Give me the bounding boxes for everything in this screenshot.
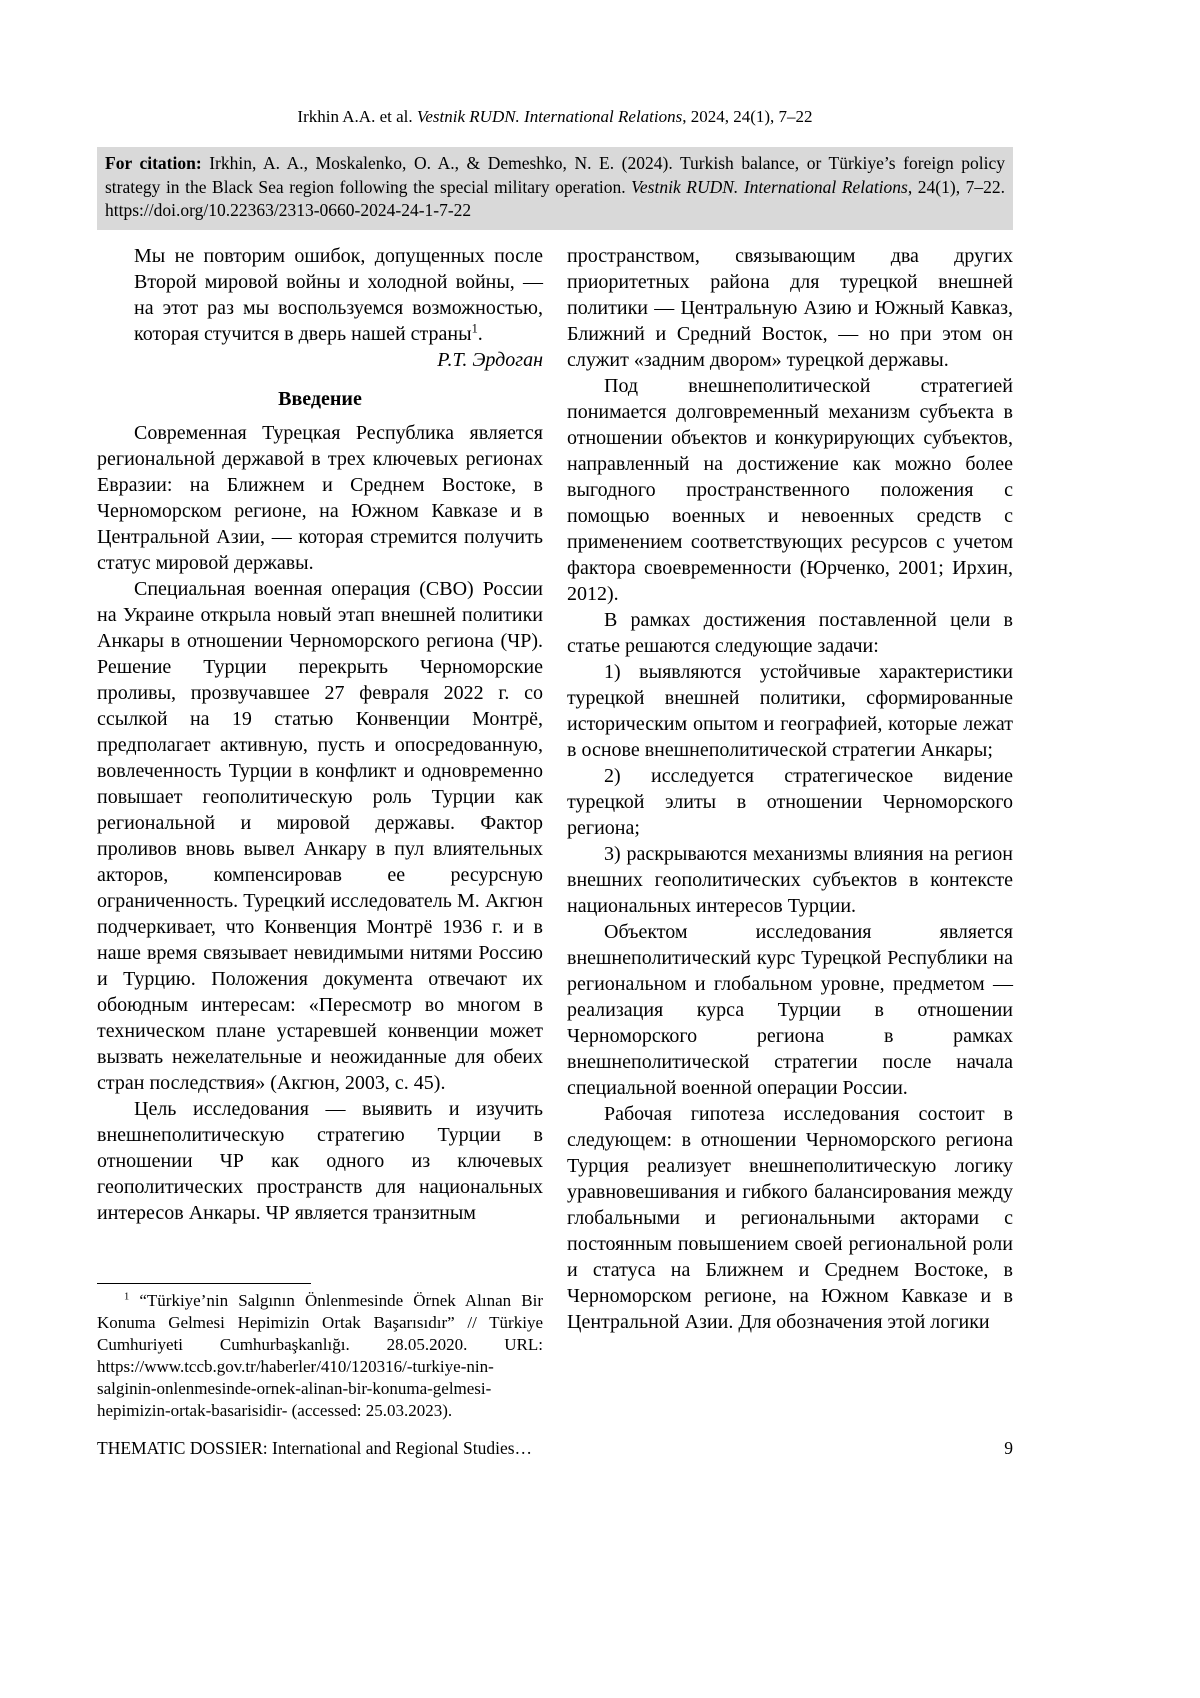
paragraph: В рамках достижения поставленной цели в статье решаются следующие задачи:: [567, 609, 1013, 657]
citation-block: [97, 147, 1013, 230]
epigraph-text: Мы не повторим ошибок, допущенных после Второй мировой войны и холодной войны, — на этот раз мы воспользуемся возможностью, которая стучится в дверь нашей страны: [134, 245, 543, 345]
epigraph-attribution: Р.Т. Эрдоган: [437, 349, 543, 371]
page-number: 9: [1004, 1438, 1013, 1458]
citation-journal: Vestnik RUDN. International Relations: [631, 176, 908, 197]
citation-text-1: Irkhin, A. A., Moskalenko, O. A., & Demeshko, N. E. (2024). Turkish balance, or Türkiye’s foreign policy strategy in the Black Sea region following the special military operation.: [105, 153, 1005, 197]
footnote-text-pre: “Türkiye’nin Salgının Önlenmesinde Örnek Alınan Bir Konuma Gelmesi Hepimizin Ortak Başarısıdır” // Türkiye Cumhuriyeti Cumhurbaşkanlığı. 28.05.2020. URL:: [97, 1291, 543, 1354]
citation-label: For citation:: [105, 153, 202, 173]
epigraph-period: .: [477, 323, 483, 345]
page-footer: [97, 1437, 1013, 1459]
paragraph: 3) раскрываются механизмы влияния на регион внешних геополитических субъектов в контексте национальных интересов Турции.: [567, 843, 1013, 917]
paragraph: Современная Турецкая Республика является региональной державой в трех ключевых регионах Евразии: на Ближнем и Среднем Востоке, в Черноморском регионе, на Южном Кавказе и в Центральной Азии, — которая стремится получить статус мировой державы.: [97, 422, 543, 574]
epigraph-footnote-marker: 1: [471, 321, 478, 336]
running-header: [97, 106, 1013, 128]
footnote: [97, 1290, 543, 1422]
running-header-authors: Irkhin A.A. et al.: [297, 107, 417, 126]
paragraph: 2) исследуется стратегическое видение турецкой элиты в отношении Черноморского региона;: [567, 765, 1013, 839]
paragraph: Рабочая гипотеза исследования состоит в следующем: в отношении Черноморского региона Турция реализует внешнеполитическую логику уравновешивания и гибкого балансирования между глобальными и региональными акторами с постоянным повышением своей региональной роли и статуса на Ближнем и Среднем Востоке, в Черноморском регионе, на Южном Кавказе и в Центральной Азии. Для обозначения этой логики: [567, 1103, 1013, 1333]
footer-thematic-dossier: THEMATIC DOSSIER: International and Regional Studies…: [97, 1438, 533, 1458]
paragraph: Цель исследования — выявить и изучить внешнеполитическую стратегию Турции в отношении ЧР как одного из ключевых геополитических пространств для национальных интересов Анкары. ЧР является транзитным: [97, 1098, 543, 1224]
footnote-marker: 1: [124, 1291, 130, 1303]
right-column: [567, 243, 1013, 1335]
paragraph: Под внешнеполитической стратегией понимается долговременный механизм субъекта в отношении объектов и конкурирующих субъектов, направленный на достижение как можно более выгодного пространственного положения с помощью военных и невоенных средств с применением соответствующих ресурсов с учетом фактора своевременности (Юрченко, 2001; Ирхин, 2012).: [567, 375, 1013, 605]
paragraph: Специальная военная операция (СВО) России на Украине открыла новый этап внешней политики Анкары в отношении Черноморского региона (ЧР). Решение Турции перекрыть Черноморские проливы, прозвучавшее 27 февраля 2022 г. со ссылкой на 19 статью Конвенции Монтрё, предполагает активную, пусть и опосредованную, вовлеченность Турции в конфликт и одновременно повышает геополитическую роль Турции как региональной и мировой державы. Фактор проливов вновь вывел Анкару в пул влиятельных акторов, компенсировав ее ресурсную ограниченность. Турецкий исследователь М. Акгюн подчеркивает, что Конвенция Монтрё 1936 г. и в наше время связывает невидимыми нитями Россию и Турцию. Положения документа отвечают их обоюдным интересам: «Пересмотр во многом в техническом плане устаревшей конвенции может вызвать нежелательные и неожиданные для обеих стран последствия» (Акгюн, 2003, с. 45).: [97, 578, 543, 1094]
footnote-divider: [97, 1283, 311, 1284]
citation-text-2: , 24(1), 7–22.: [907, 176, 1005, 197]
footnote-text-post: (accessed: 25.03.2023).: [287, 1401, 453, 1420]
paragraph: пространством, связывающим два других приоритетных района для турецкой внешней политики — Центральную Азию и Южный Кавказ, Ближний и Средний Восток, — но при этом он служит «задним двором» турецкой державы.: [567, 245, 1013, 371]
paragraph: Объектом исследования является внешнеполитический курс Турецкой Республики на региональном и глобальном уровне, предметом — реализация курса Турции в отношении Черноморского региона в рамках внешнеполитической стратегии после начала специальной военной операции России.: [567, 921, 1013, 1099]
running-header-journal: Vestnik RUDN. International Relations: [416, 107, 683, 126]
paragraph: 1) выявляются устойчивые характеристики турецкой внешней политики, сформированные историческим опытом и географией, которые лежат в основе внешнеполитической стратегии Анкары;: [567, 661, 1013, 761]
left-column: [97, 243, 543, 1335]
section-heading: Введение: [278, 388, 362, 410]
epigraph: [134, 243, 543, 347]
running-header-issue: , 2024, 24(1), 7–22: [682, 107, 813, 126]
footnote-url-link[interactable]: https://www.tccb.gov.tr/haberler/410/120316/-turkiye-nin-salginin-onlenmesinde-ornek-alinan-bir-konuma-gelmesi-hepimizin-ortak-basarisidir-: [97, 1357, 494, 1420]
doi-link[interactable]: https://doi.org/10.22363/2313-0660-2024-24-1-7-22: [105, 200, 472, 220]
footnote-block: [97, 1283, 543, 1422]
article-body: [97, 243, 1013, 1335]
